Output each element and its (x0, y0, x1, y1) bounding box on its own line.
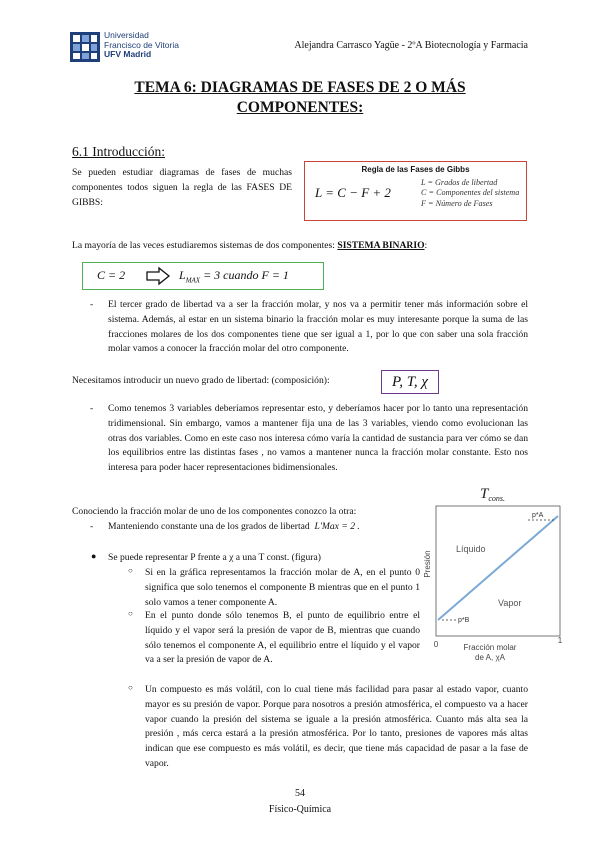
sub-item-1: ○ Si en la gráfica representamos la fracción molar de A, en el punto 0 significa que solo tenemos el componente B mientras que en el punto 1 solo vamos a tener componente A. (145, 566, 420, 610)
new-degree-text: Necesitamos introducir un nuevo grado de libertad: (composición): (72, 375, 330, 386)
binary-system-text (72, 239, 532, 254)
x-axis-label-1: Fracción molar (463, 643, 517, 652)
university-line-3: UFV Madrid (104, 49, 152, 59)
bullet-dot: ● (91, 551, 97, 561)
para3-dash-item: - Manteniendo constante una de los grados de libertad L'Max = 2 . (108, 520, 418, 535)
gibbs-legend-l: L = Grados de libertad (421, 178, 498, 187)
binary-eq-sub: MAX (185, 276, 201, 285)
x-tick-1: 1 (557, 636, 563, 645)
sub-item-3-text: Un compuesto es más volátil, con lo cual tiene más facilidad para pasar al estado vapor, cuanto mayor es su presión de vapor. Porque para nosotros a presión atmosférica, el compuesto va a hacer vapor cuando la presión del sistema se iguale a la presión atmosférica. Cuanto más alta sea la presión , más cerca estará a la presión atmosférica. Por lo tanto, presiones de vapores más altas indican que ese compuesto es más volátil, es decir, que tiene más capacidad de pasar a la fase de vapor. (145, 684, 528, 769)
sub-item-2: ○ En el punto donde sólo tenemos B, el punto de equilibrio entre el líquido y el vapor será la presión de vapor de B, mientras que cuando sólo tenemos el componente A, el equilibrio entre el líquido y el vapor va a ser la presión de vapor de A. (145, 609, 420, 668)
para3-dash-line (108, 520, 418, 535)
pb-label: p*B (458, 617, 470, 624)
sub-item-2-text: En el punto donde sólo tenemos B, el punto de equilibrio entre el líquido y el vapor será la presión de vapor de B, mientras que cuando sólo tenemos el componente A, el equilibrio entre el líquido y el vapor va a ser la presión de vapor de A. (145, 610, 420, 666)
gibbs-legend-f: F = Número de Fases (421, 198, 493, 208)
header-author: Alejandra Carrasco Yagüe - 2ºA Biotecnología y Farmacia (294, 40, 528, 51)
para3-text: Conociendo la fracción molar de uno de los componentes conozco la otra: (72, 506, 357, 517)
university-line-1: Universidad (104, 30, 149, 40)
university-name (104, 31, 179, 60)
x-tick-0: 0 (433, 640, 439, 649)
section-heading: 6.1 Introducción: (72, 144, 165, 159)
para2-item: - Como tenemos 3 variables deberíamos representar esto, y deberíamos hacer por lo tanto una representación tridimensional. Sin embargo, vamos a mantener fija una de las 3 variables, viendo como evolucionan las otras dos variables. Como en este caso nos interesa cómo varía la cantidad de sustancia para ver cómo se dan los equilibrios entre las distintas fases , no vamos a mantener nunca la fracción molar constante. Esto nos interesa para poder hacer representaciones bidimensionales. (108, 402, 528, 476)
university-line-2: Francisco de Vitoria (104, 39, 179, 50)
binary-eq-l: L (179, 268, 186, 282)
binary-text: La mayoría de las veces estudiaremos sistemas de dos componentes: (72, 240, 335, 251)
title-line-1: TEMA 6: DIAGRAMAS DE FASES DE 2 O MÁS (134, 79, 466, 96)
page-title (70, 78, 530, 118)
binary-eq-left: C = 2 (97, 268, 126, 282)
bullet-item (91, 551, 428, 566)
figure-axes-box (436, 506, 560, 636)
para3-dash-text: Manteniendo constante una de los grados de libertad (108, 521, 310, 532)
vapor-label: Vapor (498, 598, 522, 608)
gibbs-box-title: Regla de las Fases de Gibbs (361, 165, 470, 174)
binary-eq-right (179, 268, 289, 284)
sub-item-1-text: Si en la gráfica representamos la fracción molar de A, en el punto 0 significa que solo tenemos el componente B mientras que en el punto 1 solo vamos a tener componente A. (145, 567, 420, 608)
para2-text: Como tenemos 3 variables deberíamos representar esto, y deberíamos hacer por lo tanto una representación tridimensional. Sin embargo, vamos a mantener fija una de las 3 variables, viendo como evolucionan las otras dos variables. Como en este caso nos interesa cómo varía la cantidad de sustancia para ver cómo se dan los equilibrios entre las distintas fases , no vamos a mantener nunca la fracción molar constante. Esto nos interesa para poder hacer representaciones bidimensionales. (108, 403, 528, 474)
binary-eq-rest: = 3 cuando F = 1 (200, 268, 289, 282)
figure-t-const: $T_{cons.}$ (480, 486, 506, 503)
liquid-label: Líquido (456, 544, 486, 554)
x-axis-label-2: de A, χA (475, 653, 505, 662)
binary-suffix: : (424, 240, 428, 251)
y-axis-label: Presión (423, 550, 432, 578)
pa-label: p*A (532, 512, 544, 519)
para3-eq: L'Max = 2 . (314, 521, 360, 532)
title-line-2: COMPONENTES: (236, 99, 364, 116)
para1-item: - El tercer grado de libertad va a ser la fracción molar, y nos va a permitir tener más información sobre el sistema. Además, al estar en un sistema binario la fracción molar es muy interesante porque la suma de las fracciones molares de los dos componentes tiene que ser igual a 1, por lo que con saber una sola fracción molar vamos a conocer la fracción molar del otro componente. (108, 298, 528, 357)
gibbs-legend-c: C = Componentes del sistema (421, 188, 520, 198)
right-arrow-icon (145, 266, 171, 286)
binary-bold: SISTEMA BINARIO (337, 240, 425, 251)
ptx-box: P, T, χ (381, 370, 439, 394)
bullet-text: Se puede representar P frente a χ a una T const. (figura) (108, 552, 321, 563)
footer-subject: Físico-Química (268, 804, 332, 815)
para1-text: El tercer grado de libertad va a ser la fracción molar, y nos va a permitir tener más información sobre el sistema. Además, al estar en un sistema binario la fracción molar es muy interesante porque la suma de las fracciones molares de los dos componentes tiene que ser igual a 1, por lo que con saber una sola fracción molar vamos a conocer la fracción molar del otro componente. (108, 299, 528, 355)
phase-diagram-figure (420, 480, 570, 680)
gibbs-legend (421, 178, 519, 209)
page-number: 54 (295, 788, 305, 799)
university-logo (70, 32, 100, 62)
intro-text: Se pueden estudiar diagramas de fases de muchas componentes todos siguen la regla de las FASES DE GIBBS: (72, 167, 292, 208)
gibbs-equation: L = C − F + 2 (315, 185, 391, 200)
binary-equation-box (82, 262, 324, 290)
sub-item-3: ○ Un compuesto es más volátil, con lo cual tiene más facilidad para pasar al estado vapor, cuanto mayor es su presión de vapor. Porque para nosotros a presión atmosférica, el compuesto va a hacer vapor cuando la presión del sistema se iguale a la presión atmosférica. Cuanto más alta sea la presión , más cerca estará a la presión atmosférica. Por lo tanto, presiones de vapores más altas indican que ese compuesto es más volátil, es decir, que tiene más capacidad de pasar a la fase de vapor. (145, 683, 528, 772)
gibbs-rule-box (304, 161, 527, 221)
